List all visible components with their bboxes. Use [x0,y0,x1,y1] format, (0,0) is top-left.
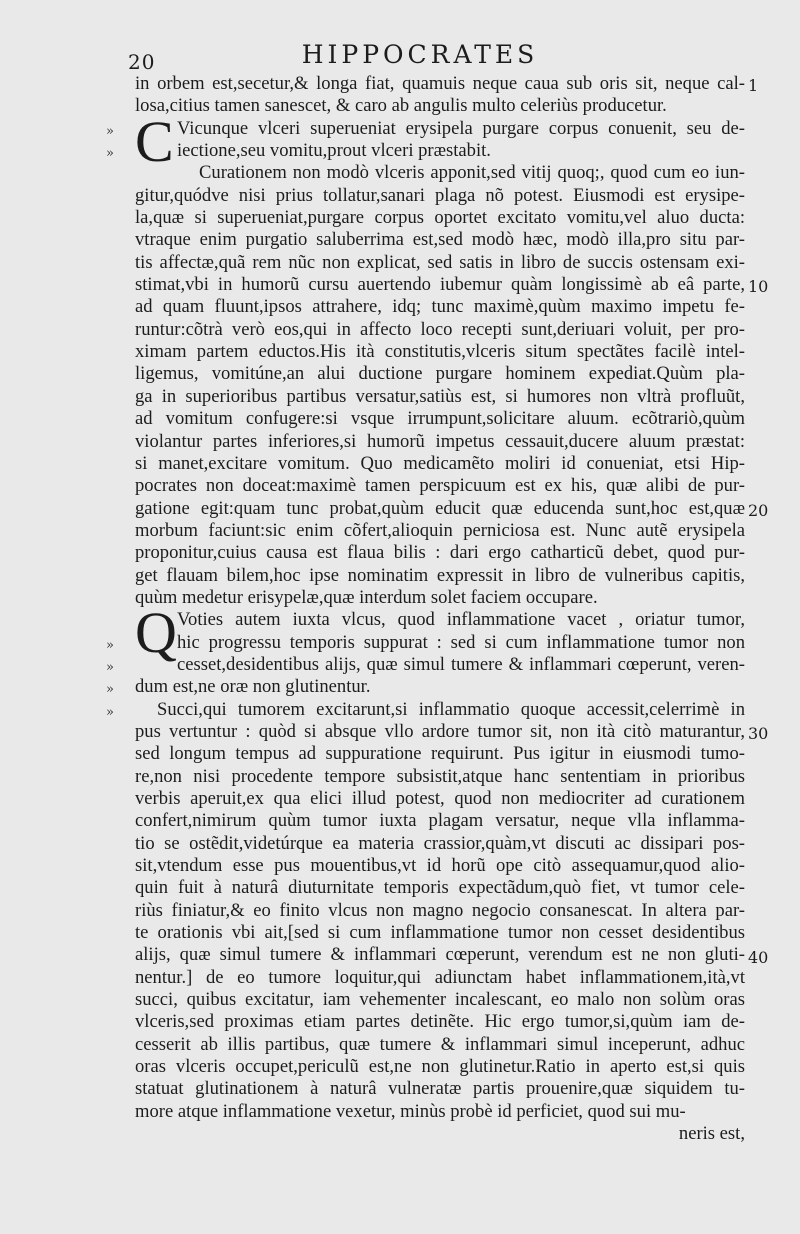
line-number: 20 [748,500,769,520]
text-line: riùs finiatur,& eo finito vlcus non magno negocio consanescat. In altera par- [135,899,745,921]
aphorism [135,600,745,698]
text-line: re,non nisi procedente tempore subsistit,atque hanc sententiam in prioribus [135,765,745,787]
text-line: more atque inflammatione vexetur, minùs probè id perficiet, quod sui mu- [135,1100,686,1122]
paragraph [135,699,745,1124]
line-number: 1 [748,76,759,95]
text-line: gitur,quódve nisi prius tollatur,sanari plaga nõ potest. Eiusmodi est erysipe- [135,184,745,206]
line-number: 40 [748,947,769,967]
page-header [0,38,800,78]
text-line: nentur.] de eo tumore loquitur,qui adiunctam habet inflammationem,ità,vt [135,966,745,988]
quote-marker: » [106,637,114,653]
text-line: cesserit ab illis partibus, quæ tumere & inflammari simul inceperunt, adhuc [135,1033,745,1055]
text-line: get flauam bilem,hoc ipse nominatim expressit in libro de vulneribus capitis, [135,564,745,586]
text-line: alijs, quæ simul tumere & inflammari cœperunt, verendum est ne non gluti- [135,944,745,966]
aphorism-line: Voties autem iuxta vlcus, quod inflammatione vacet , oriatur tumor, [177,609,745,631]
text-line: proponitur,cuius causa est flaua bilis : dari ergo catharticũ debet, quod pur- [135,542,745,564]
aphorism-line: hic progressu temporis suppurat : sed si cum inflammatione tumor non [177,631,745,653]
quote-marker: » [106,682,114,698]
text-line: quùm medetur erisypelæ,quæ interdum solet faciem occupare. [135,586,598,608]
text-line: tis affectæ,quã rem nũc non explicat, sed satis in libro de succis ostensam exi- [135,251,745,273]
aphorism-line: Vicunque vlceri superueniat erysipela purgare corpus conuenit, seu de- [177,117,745,139]
aphorism-line: cesset,desidentibus alijs, quæ simul tumere & inflammari cœperunt, veren- [177,653,745,675]
drop-cap-letter: Q [135,600,177,666]
paragraph [135,73,745,118]
line-number: 30 [748,724,769,744]
text-line: violantur partes inferiores,si humorũ impetus cessauit,ducere aluum præstat: [135,430,745,452]
text-line: tio se ostẽdit,videtúrque ea materia crassior,quàm,vt discuti ac dissipari pos- [135,832,745,854]
quote-marker: » [106,123,114,139]
line-number: 10 [748,277,769,297]
aphorism-line: dum est,ne oræ non glutinentur. [135,676,371,698]
drop-cap-letter: C [135,108,174,174]
quote-marker: » [106,704,114,720]
quote-marker: » [106,146,114,162]
text-line: Succi,qui tumorem excitarunt,si inflammatio quoque accessit,celerrimè in [157,698,745,720]
text-line: runtur:cõtrà verò eos,qui in affecto loco recepti sunt,deriuari voluit, per pro- [135,318,745,340]
text-line: ligemus, vomitúne,an alui ductione purgare hominem expediat.Quùm pla- [135,363,745,385]
text-line: vtraque enim purgatio saluberrima est,sed modò hæc, modò illa,pro situ par- [135,229,745,251]
text-line: vlceris,sed proximas etiam partes detinẽte. Hic ergo tumor,si,quùm iam de- [135,1011,745,1033]
text-line: ximam partem eductos.His ità constitutis,vlceris situm spectãtes facilè intel- [135,341,745,363]
text-line: confert,nimirum quùm tumor iuxta plagam versatur, neque vlla inflamma- [135,810,745,832]
running-head: HIPPOCRATES [301,40,539,69]
text-line: Curationem non modò vlceris apponit,sed vitij quoq;, quod cum eo iun- [199,162,745,184]
text-line: oras vlceris occupet,periculũ est,ne non glutinetur.Ratio in aperto est,si quis [135,1056,745,1078]
text-line: verbis aperuit,ex qua elici illud potest, quod non mediocriter ad curationem [135,788,745,809]
catchword-line: neris est, [678,1123,745,1145]
text-line: sit,vtendum esse pus mouentibus,vt id horũ ope citò assequamur,quod alio- [135,855,745,877]
text-line: ad quam fluunt,ipsos attrahere, idq; tunc maximè,quùm maximo impetu fe- [135,296,745,318]
text-body [135,73,745,1146]
text-line: la,quæ si superueniat,purgare corpus oportet excitato vomitu,vel aluo ducta: [135,207,745,229]
text-line: morbum faciunt:sic enim cõfert,alioquin perniciosa est. Nunc autẽ erysipela [135,519,745,541]
page-number: 20 [128,50,156,74]
text-line: in orbem est,secetur,& longa fiat, quamuis neque caua sub oris sit, neque cal- [135,73,745,94]
text-line: ga in superioribus partibus versatur,satiùs est, si humores non vltrà profluũt, [135,385,745,407]
text-line: losa,citius tamen sanescet, & caro ab angulis multo celeriùs producetur. [135,95,667,117]
text-line: stimat,vbi in humorũ cursu auertendo iubemur quàm longissimè ab eâ parte, [135,274,745,296]
text-line: succi, quibus excitatur, iam vehementer incalescant, eo malo non solùm oras [135,989,745,1011]
text-line: si manet,excitare vomitum. Quo medicamẽto moliri id conueniat, etsi Hip- [135,452,745,474]
text-line: gatione egit:quam tunc probat,quùm educit quæ educenda sunt,hoc est,quæ [135,497,745,519]
text-line: ad vomitum confugere:si vsque irrumpunt,solicitare aluum. ecõtrariò,quùm [135,408,745,430]
text-line: pus vertuntur : quòd si absque vllo ardore tumor sit, non ità citò maturantur, [135,720,745,742]
aphorism-line: iectione,seu vomitu,prout vlceri præstabit. [177,140,491,162]
text-line: sed longum tempus ad suppuratione requirunt. Pus igitur in eiusmodi tumo- [135,743,745,765]
text-line: quin fuit à naturâ diuturnitate temporis expectãdum,quò fiet, vt tumor cele- [135,877,745,899]
text-line: pocrates non doceat:maximè tamen perspicuum est ex his, quæ alibi de pur- [135,475,745,497]
quote-marker: » [106,660,114,676]
text-line: statuat glutinationem à naturâ vulneratæ partis prouenire,quæ siquidem tu- [135,1078,745,1100]
paragraph [135,162,745,609]
text-line: te orationis vbi ait,[sed si cum inflammatione tumor non cesset desidentibus [135,922,745,944]
